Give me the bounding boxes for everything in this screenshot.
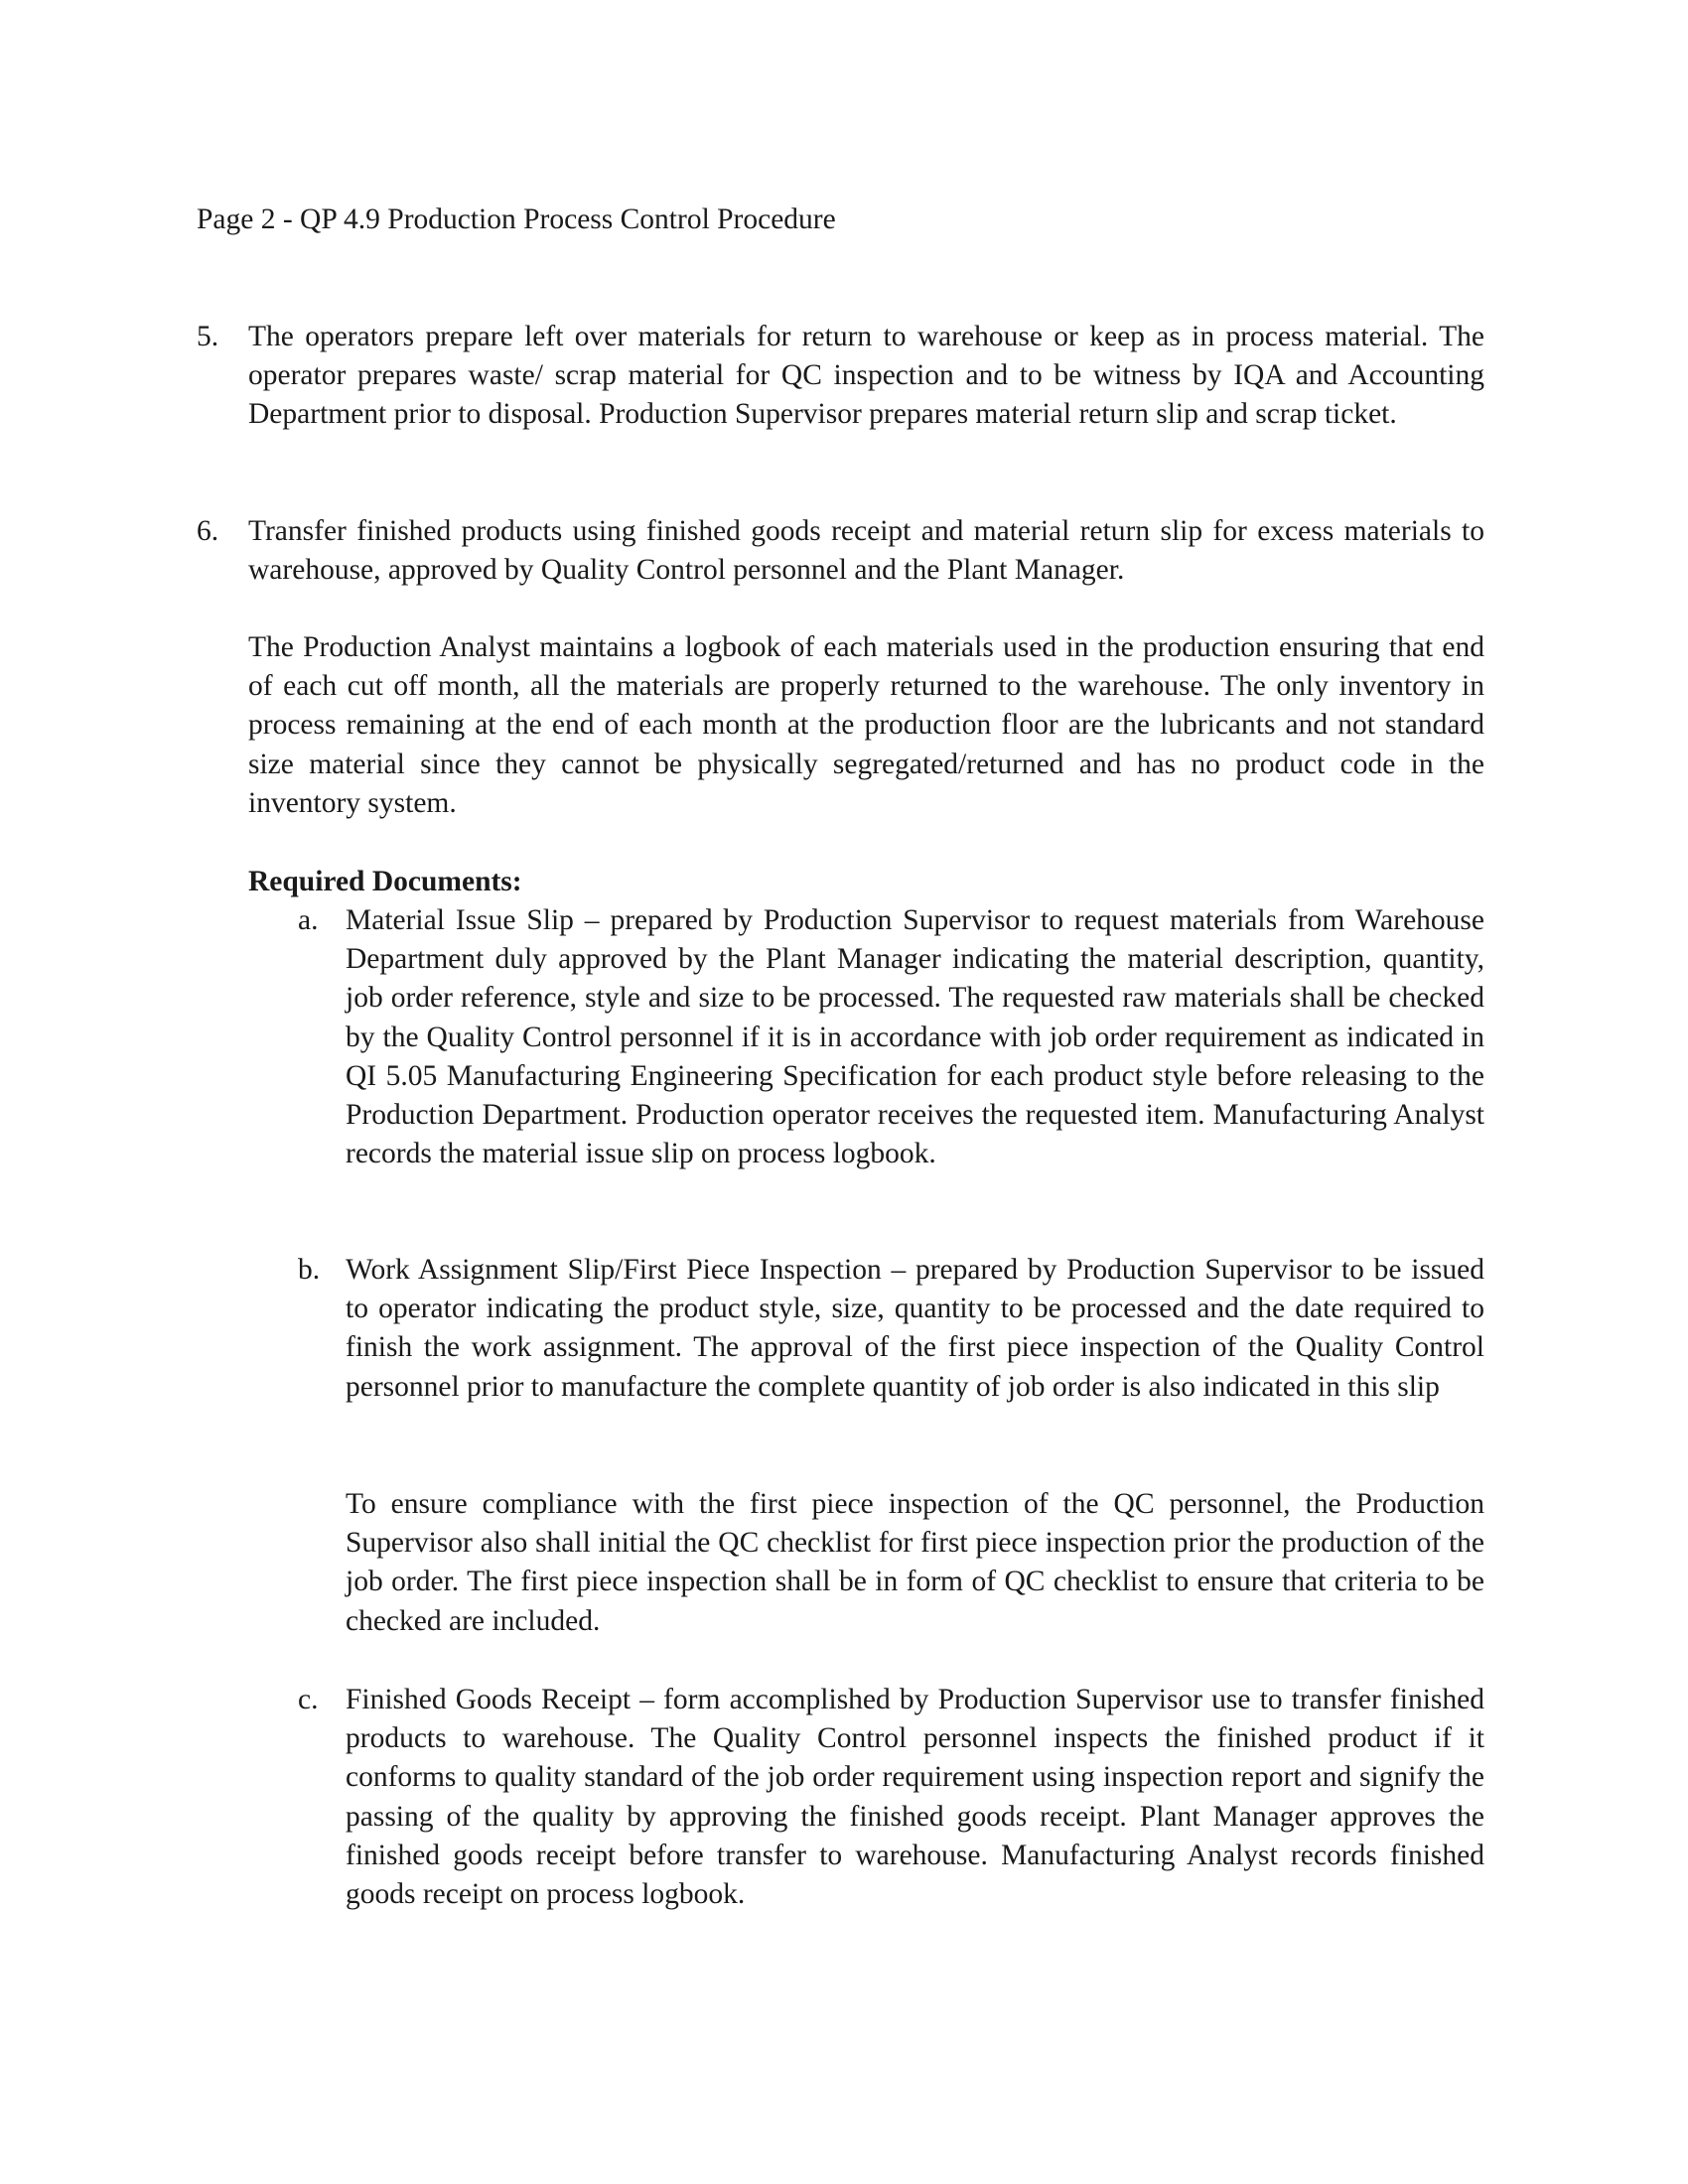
procedure-item-5 <box>248 318 1484 435</box>
required-doc-a-text: Material Issue Slip – prepared by Production Supervisor to request materials from Warehouse Department duly approved by the Plant Manager indicating the material description, quantity, job order reference, style and size to be processed. The requested raw materials shall be checked by the Quality Control personnel if it is in accordance with job order requirement as indicated in QI 5.05 Manufacturing Engineering Specification for each product style before releasing to the Production Department. Production operator receives the requested item. Manufacturing Analyst records the material issue slip on process logbook. <box>346 904 1484 1170</box>
required-doc-c-text: Finished Goods Receipt – form accomplished by Production Supervisor use to transfer finished products to warehouse. The Quality Control personnel inspects the finished product if it conforms to quality standard of the job order requirement using inspection report and signify the passing of the quality by approving the finished goods receipt. Plant Manager approves the finished goods receipt before transfer to warehouse. Manufacturing Analyst records finished goods receipt on process logbook. <box>346 1684 1484 1911</box>
item-number-5: 5. <box>197 321 219 352</box>
analyst-paragraph <box>248 628 1484 823</box>
procedure-item-5-text: The operators prepare left over materials for return to warehouse or keep as in process material. The operator prepares waste/ scrap material for QC inspection and to be witness by IQA and Accounting Department prior to disposal. Production Supervisor prepares material return slip and scrap ticket. <box>248 321 1484 431</box>
doc-letter-a: a. <box>298 904 319 936</box>
procedure-item-6 <box>248 512 1484 590</box>
required-doc-b-text: Work Assignment Slip/First Piece Inspection – prepared by Production Supervisor to be issued to operator indicating the product style, size, quantity to be processed and the date required to finish the work assignment. The approval of the first piece inspection of the Quality Control personnel prior to manufacture the complete quantity of job order is also indicated in this slip <box>346 1254 1484 1403</box>
required-doc-a <box>346 901 1484 1173</box>
doc-letter-b: b. <box>298 1254 321 1286</box>
doc-letter-c: c. <box>298 1684 319 1715</box>
required-doc-b-note-text: To ensure compliance with the first piece inspection of the QC personnel, the Production Supervisor also shall initial the QC checklist for first piece inspection prior the production of the job order. The first piece inspection shall be in form of QC checklist to ensure that criteria to be checked are included. <box>346 1488 1484 1637</box>
required-doc-b <box>346 1251 1484 1407</box>
required-documents-heading: Required Documents: <box>248 866 522 897</box>
item-number-6: 6. <box>197 515 219 547</box>
required-doc-b-note <box>346 1485 1484 1641</box>
analyst-paragraph-text: The Production Analyst maintains a logbook of each materials used in the production ensuring that end of each cut off month, all the materials are properly returned to the warehouse. The only inventory in process remaining at the end of each month at the production floor are the lubricants and not standard size material since they cannot be physically segregated/returned and has no product code in the inventory system. <box>248 631 1484 819</box>
page-header: Page 2 - QP 4.9 Production Process Control Procedure <box>197 204 836 235</box>
procedure-item-6-text: Transfer finished products using finished goods receipt and material return slip for excess materials to warehouse, approved by Quality Control personnel and the Plant Manager. <box>248 515 1484 587</box>
required-doc-c <box>346 1681 1484 1914</box>
